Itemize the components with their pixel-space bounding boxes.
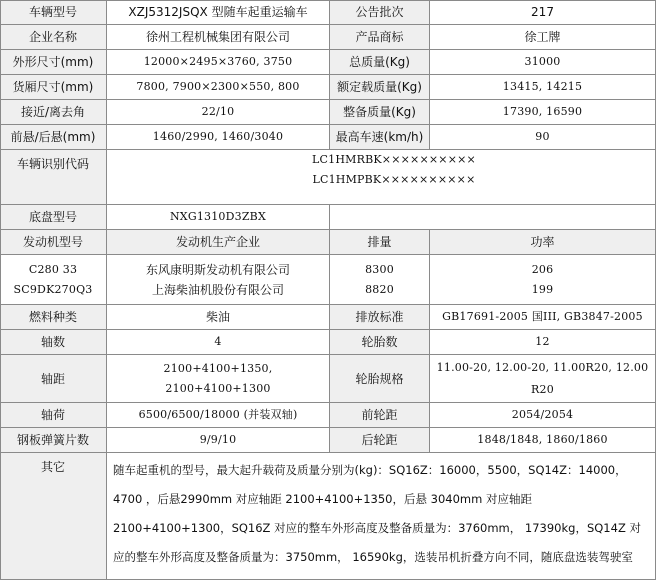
rear-track-value: 1848/1848, 1860/1860	[430, 428, 656, 453]
tire-spec-label: 轮胎规格	[330, 355, 430, 403]
engine-2-model: SC9DK270Q3	[13, 282, 93, 296]
max-speed-label: 最高车速(km/h)	[330, 125, 430, 150]
engine-makers-cell	[107, 255, 330, 305]
displacement-header: 排量	[330, 230, 430, 255]
batch-value: 217	[430, 0, 656, 25]
chassis-spacer	[330, 205, 656, 230]
company-value: 徐州工程机械集团有限公司	[107, 25, 330, 50]
axle-load-label: 轴荷	[0, 403, 107, 428]
vehicle-model-label: 车辆型号	[0, 0, 107, 25]
angle-label: 接近/离去角	[0, 100, 107, 125]
emission-label: 排放标准	[330, 305, 430, 330]
dimensions-value: 12000×2495×3760, 3750	[107, 50, 330, 75]
axle-load-value: 6500/6500/18000 (并装双轴)	[107, 403, 330, 428]
engine-1-model: C280 33	[28, 262, 78, 276]
total-mass-value: 31000	[430, 50, 656, 75]
engine-2-maker: 上海柴油机股份有限公司	[151, 282, 284, 297]
fuel-label: 燃料种类	[0, 305, 107, 330]
engine-2-displacement: 8820	[365, 282, 394, 296]
power-header: 功率	[430, 230, 656, 255]
wheelbase-label: 轴距	[0, 355, 107, 403]
vin-label: 车辆识别代码	[0, 150, 107, 205]
company-label: 企业名称	[0, 25, 107, 50]
total-mass-label: 总质量(Kg)	[330, 50, 430, 75]
rear-track-label: 后轮距	[330, 428, 430, 453]
brand-label: 产品商标	[330, 25, 430, 50]
curb-mass-value: 17390, 16590	[430, 100, 656, 125]
dimensions-label: 外形尺寸(mm)	[0, 50, 107, 75]
tire-spec-value: 11.00-20, 12.00-20, 11.00R20, 12.00R20	[430, 355, 656, 403]
engine-1-displacement: 8300	[365, 262, 394, 276]
spring-label: 钢板弹簧片数	[0, 428, 107, 453]
brand-value: 徐工牌	[430, 25, 656, 50]
overhang-value: 1460/2990, 1460/3040	[107, 125, 330, 150]
spring-value: 9/9/10	[107, 428, 330, 453]
front-track-label: 前轮距	[330, 403, 430, 428]
angle-value: 22/10	[107, 100, 330, 125]
engine-2-power: 199	[531, 282, 554, 296]
engine-1-maker: 东风康明斯发动机有限公司	[145, 262, 290, 277]
vin-line-2: LC1HMPBK××××××××××	[312, 173, 476, 186]
rated-load-label: 额定载质量(Kg)	[330, 75, 430, 100]
other-notes: 随车起重机的型号，最大起升载荷及质量分别为(kg)：SQ16Z：16000，5500，SQ14Z：14000，4700 ，后悬2990mm 对应轴距 2100+4100+1350，后悬 3040mm 对应轴距 2100+4100+1300，SQ16Z 对应的整车外形高度及整备质量为：3760mm， 17390kg，SQ14Z 对应的整车外形高度及整备质量为：3750mm， 16590kg，选装吊机折叠方向不同，随底盘选装驾驶室	[107, 453, 656, 580]
tires-count-value: 12	[430, 330, 656, 355]
displacements-cell	[330, 255, 430, 305]
engine-1-power: 206	[531, 262, 554, 276]
powers-cell	[430, 255, 656, 305]
engine-models-cell	[0, 255, 107, 305]
max-speed-value: 90	[430, 125, 656, 150]
vin-line-1: LC1HMRBK××××××××××	[312, 153, 476, 166]
batch-label: 公告批次	[330, 0, 430, 25]
chassis-value: NXG1310D3ZBX	[107, 205, 330, 230]
curb-mass-label: 整备质量(Kg)	[330, 100, 430, 125]
axles-label: 轴数	[0, 330, 107, 355]
other-label: 其它	[0, 453, 107, 580]
rated-load-value: 13415, 14215	[430, 75, 656, 100]
box-size-value: 7800, 7900×2300×550, 800	[107, 75, 330, 100]
overhang-label: 前悬/后悬(mm)	[0, 125, 107, 150]
wheelbase-value: 2100+4100+1350, 2100+4100+1300	[107, 355, 330, 403]
emission-value: GB17691-2005 国III, GB3847-2005	[430, 305, 656, 330]
engine-model-header: 发动机型号	[0, 230, 107, 255]
vin-value	[107, 150, 656, 205]
front-track-value: 2054/2054	[430, 403, 656, 428]
box-size-label: 货厢尺寸(mm)	[0, 75, 107, 100]
tires-count-label: 轮胎数	[330, 330, 430, 355]
axles-value: 4	[107, 330, 330, 355]
fuel-value: 柴油	[107, 305, 330, 330]
chassis-label: 底盘型号	[0, 205, 107, 230]
engine-maker-header: 发动机生产企业	[107, 230, 330, 255]
vehicle-model-value: XZJ5312JSQX 型随车起重运输车	[107, 0, 330, 25]
